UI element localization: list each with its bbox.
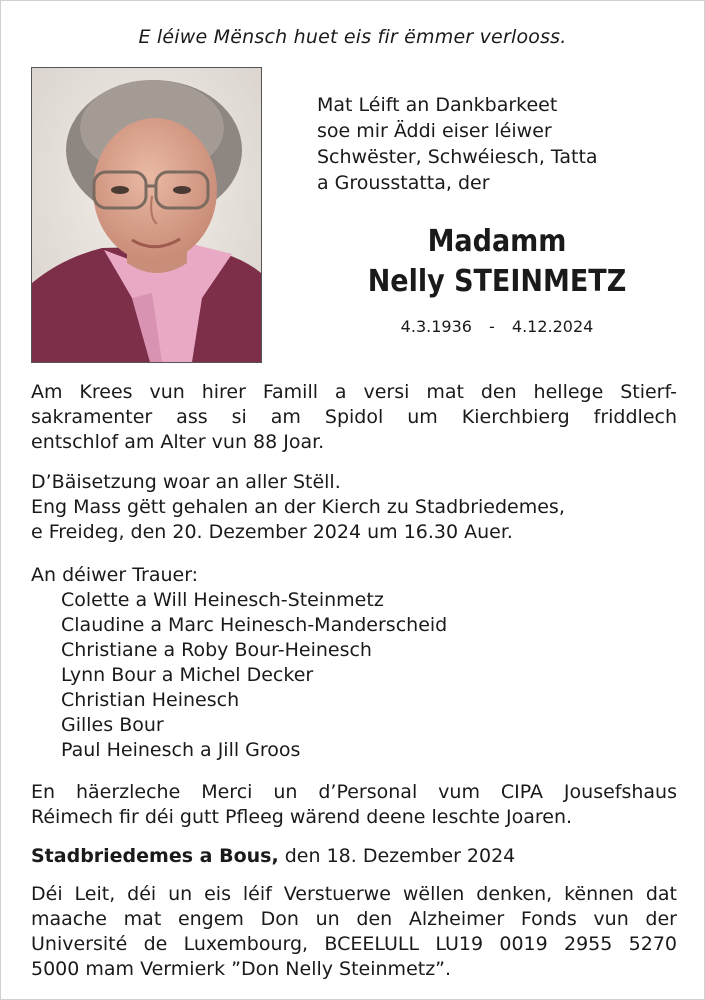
intro-line: soe mir Äddi eiser léiwer (317, 120, 552, 142)
place-date-line (31, 844, 677, 869)
mourner-name: Colette a Will Heinesch-Steinmetz (61, 589, 384, 611)
portrait-photo-icon (32, 68, 261, 362)
paragraph-passing (31, 380, 677, 455)
paragraph-line: Eng Mass gëtt gehalen an der Kierch zu Stadbriedemes, (31, 496, 565, 518)
motto: E léiwe Mënsch huet eis fir ëmmer verlooss. (138, 26, 567, 48)
name-title: Madamm (427, 224, 567, 259)
intro-line: Schwëster, Schwéiesch, Tatta (317, 146, 598, 168)
paragraph-line: En häerzleche Merci un d’Personal vum CIPA Jousefshaus (31, 781, 677, 803)
paragraph-line: 5000 mam Vermierk ”Don Nelly Steinmetz”. (31, 958, 452, 980)
paragraph-line: e Freideg, den 20. Dezember 2024 um 16.30 Auer. (31, 521, 513, 543)
mourners-section (31, 563, 677, 763)
paragraph-donation (31, 882, 677, 982)
paragraph-line: maache mat engem Don un den Alzheimer Fonds vun der (31, 908, 677, 930)
deceased-name (317, 222, 677, 302)
date-separator: - (489, 317, 495, 336)
place-name: Stadbriedemes a Bous, (31, 845, 279, 867)
paragraph-line: Réimech fir déi gutt Pfleeg wärend deene leschte Joaren. (31, 806, 573, 828)
paragraph-line: D’Bäisetzung woar an aller Stëll. (31, 471, 341, 493)
mourner-name: Christian Heinesch (61, 689, 240, 711)
death-date: 4.12.2024 (511, 317, 594, 336)
mourner-name: Paul Heinesch a Jill Groos (61, 739, 301, 761)
life-dates (317, 317, 677, 336)
paragraph-thanks (31, 780, 677, 830)
paragraph-funeral (31, 470, 677, 545)
intro-line: Mat Léift an Dankbarkeet (317, 94, 558, 116)
name-full: Nelly STEINMETZ (367, 264, 627, 299)
paragraph-line: Université de Luxembourg, BCEELULL LU19 0019 2955 5270 (31, 933, 677, 955)
portrait-photo (31, 67, 262, 363)
mourner-name: Gilles Bour (61, 714, 164, 736)
mourner-name: Lynn Bour a Michel Decker (61, 664, 314, 686)
paragraph-line: sakramenter ass si am Spidol um Kierchbierg friddlech (31, 406, 677, 428)
mourner-name: Claudine a Marc Heinesch-Manderscheid (61, 614, 448, 636)
paragraph-line: entschlof am Alter vun 88 Joar. (31, 431, 325, 453)
mourner-name: Christiane a Roby Bour-Heinesch (61, 639, 372, 661)
intro-text (317, 92, 677, 196)
birth-date: 4.3.1936 (400, 317, 472, 336)
paragraph-line: Am Krees vun hirer Famill a versi mat den hellege Stierf- (31, 381, 677, 403)
paragraph-line: Déi Leit, déi un eis léif Verstuerwe wëllen denken, kënnen dat (31, 883, 677, 905)
mourners-heading: An déiwer Trauer: (31, 564, 199, 586)
intro-line: a Grousstatta, der (317, 172, 490, 194)
notice-date: den 18. Dezember 2024 (284, 845, 516, 867)
